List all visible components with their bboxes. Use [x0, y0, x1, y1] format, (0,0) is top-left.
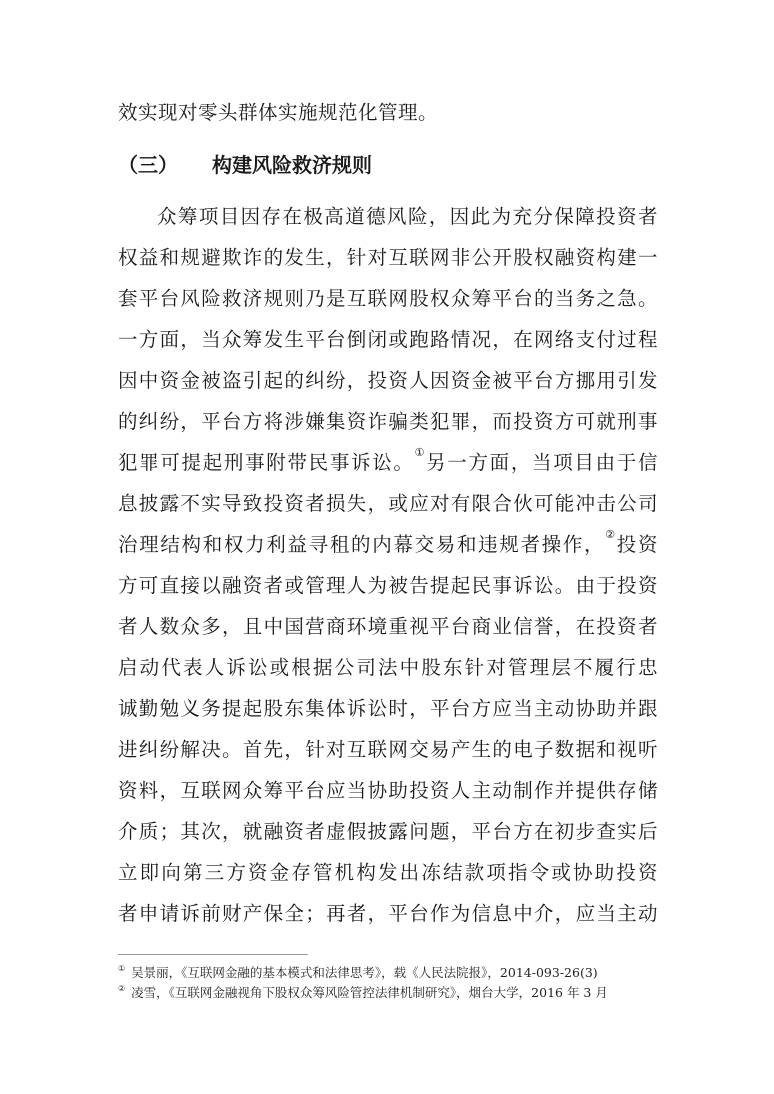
line-segment: 投资 — [616, 533, 658, 556]
paragraph-line: 诚勤勉义务提起股东集体诉讼时，平台方应当主动协助并跟 — [118, 697, 658, 720]
section-number: （三） — [118, 153, 178, 177]
footnote-text: 凌雪，《互联网金融视角下股权众筹风险管控法律机制研究》，烟台大学，2016 年 3 月 — [131, 985, 608, 1000]
footnote-ref-1[interactable]: ① — [414, 446, 427, 459]
footnote-text: 吴景丽，《互联网金融的基本模式和法律思考》，载《人民法院报》，2014-093-26(3) — [131, 965, 598, 980]
paragraph-line: 资料，互联网众筹平台应当协助投资人主动制作并提供存储 — [118, 779, 658, 802]
section-title: 构建风险救济规则 — [212, 153, 372, 177]
paragraph-line: 众筹项目因存在极高道德风险，因此为充分保障投资者 — [157, 205, 658, 228]
paragraph-line: 启动代表人诉讼或根据公司法中股东针对管理层不履行忠 — [118, 656, 658, 679]
footnote-2 — [118, 984, 678, 1001]
footnote-ref-2[interactable]: ② — [605, 528, 617, 541]
line-segment: 犯罪可提起刑事附带民事诉讼。 — [118, 451, 415, 474]
footnote-divider — [118, 954, 308, 955]
section-heading — [118, 151, 372, 179]
footnote-1 — [118, 964, 678, 981]
paragraph-line: 介质；其次，就融资者虚假披露问题，平台方在初步查实后 — [118, 820, 658, 843]
paragraph-line: 效实现对零头群体实施规范化管理。 — [118, 101, 439, 124]
footnote-mark: ① — [118, 964, 126, 973]
paragraph-line: 权益和规避欺诈的发生，针对互联网非公开股权融资构建一 — [118, 246, 658, 269]
paragraph-line — [118, 528, 658, 559]
paragraph-line: 因中资金被盗引起的纠纷，投资人因资金被平台方挪用引发 — [118, 369, 658, 392]
line-segment: 治理结构和权力利益寻租的内幕交易和违规者操作， — [118, 533, 606, 556]
paragraph-line: 立即向第三方资金存管机构发出冻结款项指令或协助投资 — [118, 861, 658, 884]
footnote-mark: ② — [118, 984, 126, 993]
paragraph-line: 套平台风险救济规则乃是互联网股权众筹平台的当务之急。 — [118, 287, 658, 310]
paragraph-line: 者人数众多，且中国营商环境重视平台商业信誉，在投资者 — [118, 615, 658, 638]
paragraph-line: 一方面，当众筹发生平台倒闭或跑路情况，在网络支付过程 — [118, 328, 658, 351]
line-segment: 另一方面，当项目由于信 — [426, 451, 658, 474]
paragraph-line: 息披露不实导致投资者损失，或应对有限合伙可能冲击公司 — [118, 492, 658, 515]
paragraph-line — [118, 446, 658, 477]
paragraph-line: 方可直接以融资者或管理人为被告提起民事诉讼。由于投资 — [118, 574, 658, 597]
paragraph-line: 进纠纷解决。首先，针对互联网交易产生的电子数据和视听 — [118, 738, 658, 761]
paragraph-line: 者申请诉前财产保全；再者，平台作为信息中介，应当主动 — [118, 902, 658, 925]
paragraph-line: 的纠纷，平台方将涉嫌集资诈骗类犯罪，而投资方可就刑事 — [118, 410, 658, 433]
